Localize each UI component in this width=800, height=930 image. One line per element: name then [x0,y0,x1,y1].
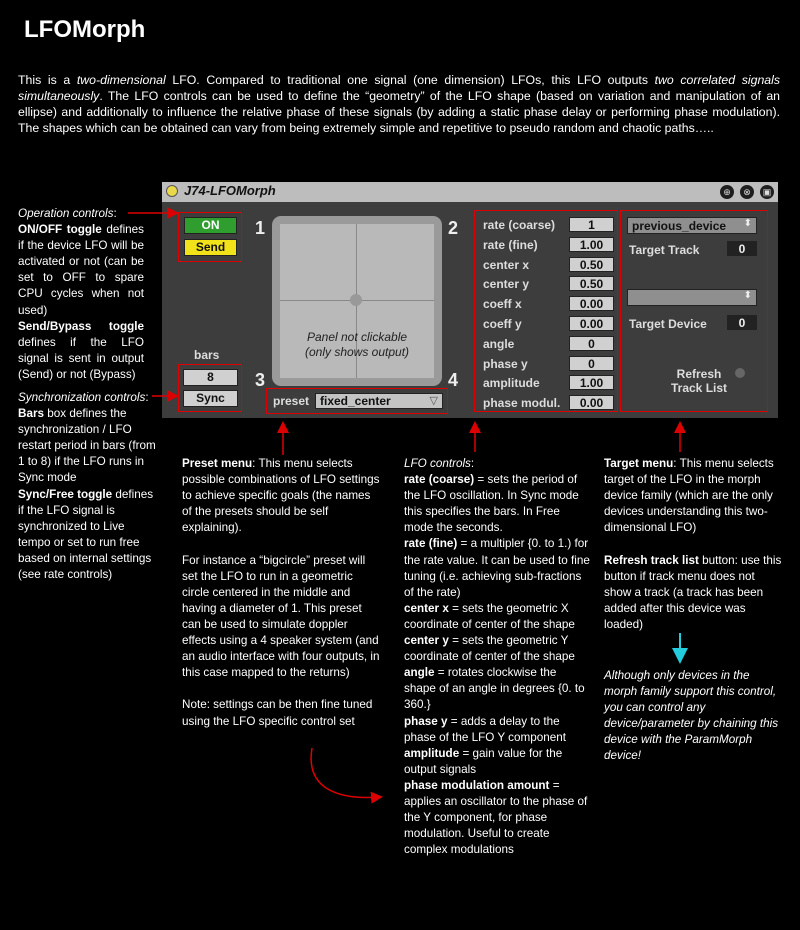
param-label: amplitude [483,376,540,391]
corner-label-2: 2 [448,218,459,238]
target-device-menu-value: previous_device [632,219,727,233]
corner-label-3: 3 [255,370,266,390]
param-label: rate (fine) [483,237,538,252]
note-arrow [311,748,380,797]
save-icon[interactable]: ▣ [760,185,774,199]
target-track-box[interactable]: 0 [727,241,757,256]
target-track-label: Target Track [629,243,700,257]
param-value-box[interactable]: 0.00 [569,296,614,311]
lfo-annotation-item: phase modulation amount = applies an oscillator to the phase of the Y component, for phase modulation. Useful to create complex modulations [404,778,588,857]
updown-arrow-icon: ⬍ [743,218,752,229]
param-label: center x [483,257,530,272]
target-device-box[interactable]: 0 [727,315,757,330]
param-value-box[interactable]: 0.00 [569,316,614,331]
param-value-box[interactable]: 1.00 [569,375,614,390]
sync-controls-annotation: Synchronization controls: Bars box defines the synchronization / LFO restart period in bars (from 1 to 8) if the LFO runs in Sync mode Sync/Free toggle defines if the LFO signal is synchronized to Live tempo or set to run free based on internal settings (see rate controls) [18,391,156,582]
param-label: angle [483,336,515,351]
hotswap-icon[interactable]: ⊕ [720,185,734,199]
lfo-annotation-item: amplitude = gain value for the output signals [404,746,563,776]
param-label: center y [483,277,530,292]
chevron-down-icon: ▽ [429,395,438,407]
param-label: coeff y [483,317,522,331]
param-value-box[interactable]: 0 [569,336,614,351]
updown-arrow-icon: ⬍ [743,290,752,301]
lfo-annotation-item: angle = rotates clockwise the shape of an angle in degrees {0. to 360.} [404,666,585,712]
panel-note: Panel not clickable (only shows output) [304,330,410,359]
param-value-box[interactable]: 1.00 [569,237,614,252]
page-title: LFOMorph [24,16,146,43]
target-device-label: Target Device [629,317,707,331]
edit-icon[interactable]: ⊗ [740,185,754,199]
lfo-annotation-item: rate (fine) = a multipler {0. to 1.) for the rate value. It can be used to fine tuning (i.e. achieving sub-fractions of the rate) [404,537,590,599]
preset-menu-value: fixed_center [320,394,391,408]
param-label: rate (coarse) [483,218,556,232]
lfo-controls-annotation: LFO controls: rate (coarse) = sets the period of the LFO oscillation. In Sync mode this specifies the bars. In Free mode the seconds. rate (fine) = a multipler {0. to 1.) for the rate value. It can be used to fine tuning (i.e. achieving sub-fractions of the rate) center x = sets the geometric X coordinate of center of the shape center y = sets the geometric Y coordinate of center of the shape angle = rotates clockwise the shape of an angle in degrees {0. to 360.} phase y = adds a delay to the phase of the LFO Y component amplitude = gain value for the output signals phase modulation amount = applies an oscillator to the phase of the Y component, for phase modulation. Useful to create complex modulations [404,456,590,858]
param-value-box[interactable]: 0 [569,356,614,371]
send-bypass-toggle[interactable]: Send [184,239,237,256]
bars-label: bars [194,348,220,362]
device-title: J74-LFOMorph [184,183,276,198]
bars-box[interactable]: 8 [183,369,238,386]
param-value-box[interactable]: 0.50 [569,276,614,291]
target-annotation: Target menu: This menu selects target of the LFO in the morph device family (which are the only devices understanding this two-dimensional LFO) Refresh track list button: use this button if track menu does not show a track (a track has been added after this device was loaded) [604,457,782,631]
param-label: coeff x [483,297,522,312]
corner-label-1: 1 [255,218,266,238]
operation-controls-annotation: Operation controls: ON/OFF toggle defines if the device LFO will be activated or not (can be set to OFF to spare CPU cycles when not used) Send/Bypass toggle defines if the LFO signal is sent in output (Send) or not (Bypass) [18,207,145,381]
lfo-annotation-item: phase y = adds a delay to the phase of the LFO Y component [404,714,567,744]
lfo-annotation-item: rate (coarse) = sets the period of the LFO oscillation. In Sync mode this specifies the bars. In Free mode the seconds. [404,473,579,535]
param-value-box[interactable]: 1 [569,217,614,232]
lfo-annotation-item: center y = sets the geometric Y coordinate of center of the shape [404,634,575,664]
lfo-annotation-item: center x = sets the geometric X coordinate of center of the shape [404,601,575,631]
param-value-box[interactable]: 0.00 [569,395,614,410]
target-note: Although only devices in the morph family support this control, you can control any device/parameter by chaining this device with the ParamMorph device! [604,669,779,763]
param-value-box[interactable]: 0.50 [569,257,614,272]
on-off-toggle[interactable]: ON [184,217,237,234]
param-label: phase y [483,356,528,371]
param-label: phase modul. [483,396,561,411]
preset-label: preset [273,394,310,408]
intro-paragraph: This is a two-dimensional LFO. Compared to traditional one signal (one dimension) LFOs, this LFO outputs two correlated signals simultaneously. The LFO controls can be used to define the “geometry” of the LFO shape (based on variation and manipulation of an ellipse) and additionally to influence the relative phase of these signals (by adding a static phase delay or performing phase modulation). The shapes which can be obtained can vary from being extremely simple and repetitive to pseudo random and chaotic paths….. [18,73,780,135]
refresh-track-list-label: Refresh Track List [671,367,728,395]
sync-free-toggle[interactable]: Sync [183,390,238,407]
preset-annotation: Preset menu: This menu selects possible combinations of LFO settings to achieve specific goals (the names of the presets should be self explaining). For instance a “bigcircle” preset will set the LFO to run in a geometric circle centered in the middle and having a diameter of 1. This preset can be used to simulate doppler effects using a 4 speaker system (and an audio interface with four outputs, in this case mapped to the returns) Note: settings can be then fine tuned using the LFO specific control set [182,457,380,728]
corner-label-4: 4 [448,370,459,390]
